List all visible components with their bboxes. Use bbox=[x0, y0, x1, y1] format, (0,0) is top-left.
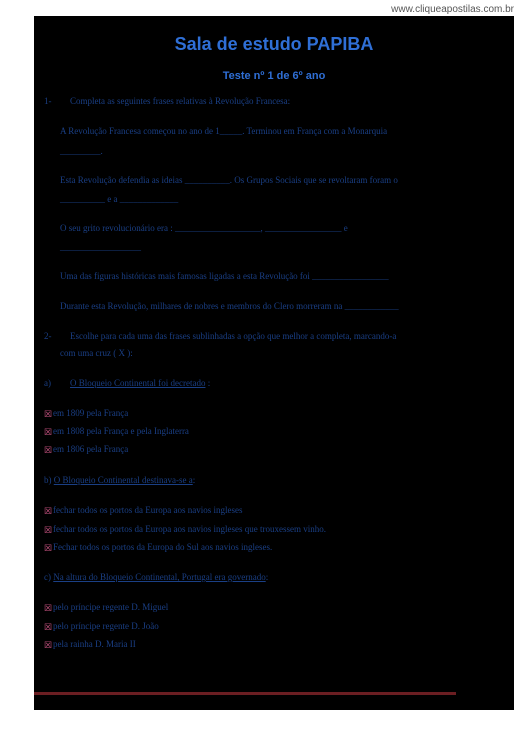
q1-line: O seu grito revolucionário era : ___________________, _________________ e bbox=[60, 223, 348, 233]
question-2-number: 2- bbox=[44, 331, 52, 341]
option-label: pelo príncipe regente D. João bbox=[53, 621, 159, 631]
checkbox-icon[interactable]: ☒ bbox=[44, 506, 53, 516]
item-c-suffix: : bbox=[265, 572, 269, 582]
checkbox-icon[interactable]: ☒ bbox=[44, 445, 53, 455]
option-label: em 1806 pela França bbox=[53, 444, 129, 454]
option-label: fechar todos os portos da Europa aos navios ingleses que trouxessem vinho. bbox=[53, 524, 326, 534]
option-label: fechar todos os portos da Europa aos navios ingleses bbox=[53, 505, 243, 515]
checkbox-icon[interactable]: ☒ bbox=[44, 543, 53, 553]
worksheet-page bbox=[34, 16, 514, 710]
checkbox-icon[interactable]: ☒ bbox=[44, 525, 53, 535]
checkbox-icon[interactable]: ☒ bbox=[44, 622, 53, 632]
option-label: pela rainha D. Maria II bbox=[53, 639, 136, 649]
q1-line: __________ e a _____________ bbox=[60, 194, 179, 204]
option-row[interactable] bbox=[44, 444, 128, 454]
option-row[interactable] bbox=[44, 426, 189, 436]
item-b-statement bbox=[44, 475, 195, 485]
watermark: www.cliqueapostilas.com.br bbox=[391, 4, 514, 15]
item-b-suffix: : bbox=[192, 475, 196, 485]
item-c-label: c) bbox=[44, 572, 51, 582]
option-row[interactable] bbox=[44, 621, 159, 631]
item-a-statement bbox=[70, 378, 210, 388]
option-label: em 1808 pela França e pela Inglaterra bbox=[53, 426, 189, 436]
q1-line: __________________ bbox=[60, 242, 141, 252]
option-label: em 1809 pela França bbox=[53, 408, 129, 418]
item-b-underlined: O Bloqueio Continental destinava-se a bbox=[53, 475, 193, 485]
option-row[interactable] bbox=[44, 505, 242, 515]
checkbox-icon[interactable]: ☒ bbox=[44, 603, 53, 613]
option-label: Fechar todos os portos da Europa do Sul aos navios ingleses. bbox=[53, 542, 273, 552]
option-row[interactable] bbox=[44, 408, 128, 418]
item-c-statement bbox=[44, 572, 268, 582]
q1-line: Uma das figuras históricas mais famosas ligadas a esta Revolução foi _________________ bbox=[60, 271, 389, 281]
checkbox-icon[interactable]: ☒ bbox=[44, 640, 53, 650]
page-title: Sala de estudo PAPIBA bbox=[174, 34, 374, 54]
question-2-prompt: Escolhe para cada uma das frases sublinhadas a opção que melhor a completa, marcando-a bbox=[70, 331, 397, 341]
option-row[interactable] bbox=[44, 639, 136, 649]
q1-line: A Revolução Francesa começou no ano de 1_____. Terminou em França com a Monarquia bbox=[60, 126, 388, 136]
q1-line: _________. bbox=[60, 146, 103, 156]
item-a-underlined: O Bloqueio Continental foi decretado bbox=[70, 378, 206, 388]
question-1-number: 1- bbox=[44, 96, 52, 106]
q1-line: Esta Revolução defendia as ideias __________. Os Grupos Sociais que se revoltaram foram o bbox=[60, 175, 398, 185]
option-row[interactable] bbox=[44, 524, 326, 534]
option-row[interactable] bbox=[44, 602, 168, 612]
item-a-suffix: : bbox=[205, 378, 211, 388]
item-c-underlined: Na altura do Bloqueio Continental, Portugal era governado bbox=[53, 572, 266, 582]
checkbox-icon[interactable]: ☒ bbox=[44, 409, 53, 419]
q1-line: Durante esta Revolução, milhares de nobres e membros do Clero morreram na ____________ bbox=[60, 301, 399, 311]
question-2-prompt-continued: com uma cruz ( X ): bbox=[60, 348, 133, 358]
page-subtitle: Teste nº 1 de 6º ano bbox=[222, 70, 326, 82]
item-a-label: a) bbox=[44, 378, 51, 388]
option-row[interactable] bbox=[44, 542, 272, 552]
item-b-label: b) bbox=[44, 475, 52, 485]
footer-divider bbox=[34, 692, 456, 695]
question-1-prompt: Completa as seguintes frases relativas à Revolução Francesa: bbox=[70, 96, 291, 106]
checkbox-icon[interactable]: ☒ bbox=[44, 427, 53, 437]
option-label: pelo príncipe regente D. Miguel bbox=[53, 602, 169, 612]
